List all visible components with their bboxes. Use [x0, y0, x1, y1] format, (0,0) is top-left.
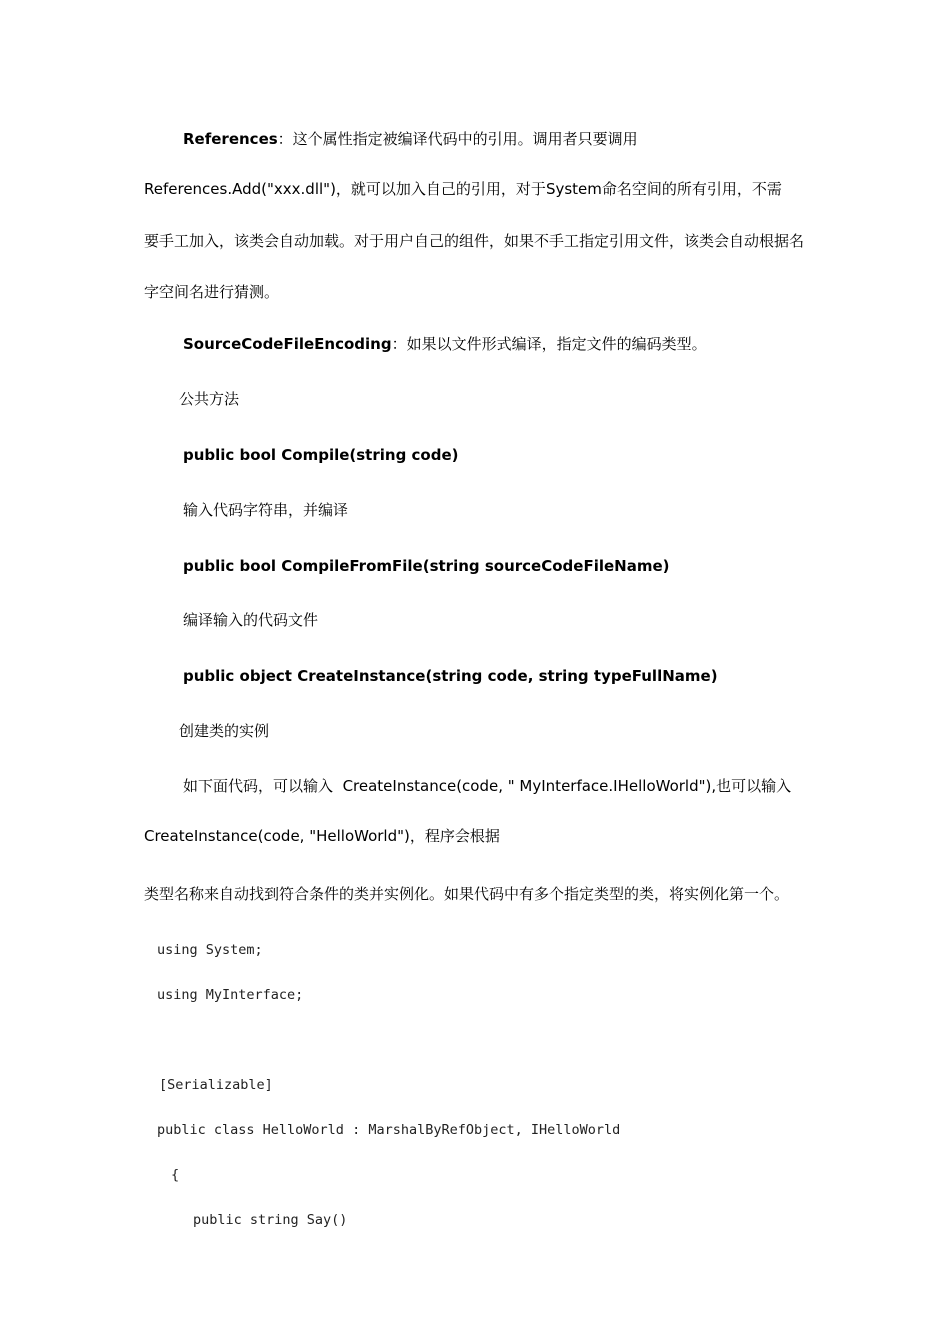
references-add-code: References.Add("xxx.dll") [144, 180, 336, 198]
method-description-compile-from-file: 编译输入的代码文件 [183, 611, 319, 629]
method-signature-compile-from-file: public bool CompileFromFile(string sourceCodeFileName) [183, 557, 670, 575]
method-description-create-instance: 创建类的实例 [179, 722, 270, 740]
code-line-serializable: [Serializable] [159, 1077, 273, 1093]
references-line-2 [144, 179, 782, 199]
method-description-compile: 输入代码字符串，并编译 [183, 501, 349, 519]
code-line-say-method: public string Say() [193, 1212, 348, 1228]
public-methods-heading: 公共方法 [179, 390, 240, 408]
example-line-2 [144, 826, 500, 846]
encoding-line [183, 334, 707, 354]
references-line-4: 字空间名进行猜测。 [144, 283, 280, 301]
code-line-open-brace: { [171, 1167, 180, 1183]
code-line-using-system: using System; [157, 942, 263, 958]
example-line-2-code: CreateInstance(code, "HelloWorld") [144, 827, 410, 845]
example-line-2-text: ，程序会根据 [409, 827, 500, 845]
code-line-class-declaration: public class HelloWorld : MarshalByRefObject, IHelloWorld [157, 1122, 621, 1138]
references-line-1 [183, 129, 638, 149]
example-line-1-text-b: 也可以输入 [716, 777, 792, 795]
example-line-1-text-a: 如下面代码，可以输入 [183, 777, 334, 795]
method-signature-create-instance: public object CreateInstance(string code, string typeFullName) [183, 667, 718, 685]
references-line-2-text-a: ，就可以加入自己的引用，对于 [335, 180, 546, 198]
encoding-term: SourceCodeFileEncoding [183, 335, 392, 353]
method-signature-compile: public bool Compile(string code) [183, 446, 459, 464]
references-term: References [183, 130, 278, 148]
system-namespace: System [545, 180, 602, 198]
example-line-3: 类型名称来自动找到符合条件的类并实例化。如果代码中有多个指定类型的类，将实例化第一个。 [144, 885, 790, 903]
references-desc: ：这个属性指定被编译代码中的引用。调用者只要调用 [277, 130, 638, 148]
example-line-1-code: CreateInstance(code, " MyInterface.IHelloWorld"), [342, 777, 717, 795]
example-line-1 [183, 776, 791, 796]
encoding-desc: ：如果以文件形式编译，指定文件的编码类型。 [391, 335, 707, 353]
references-line-2-text-b: 命名空间的所有引用，不需 [601, 180, 782, 198]
references-line-3: 要手工加入，该类会自动加载。对于用户自己的组件，如果不手工指定引用文件，该类会自动根据名 [144, 232, 805, 250]
code-line-using-myinterface: using MyInterface; [157, 987, 304, 1003]
